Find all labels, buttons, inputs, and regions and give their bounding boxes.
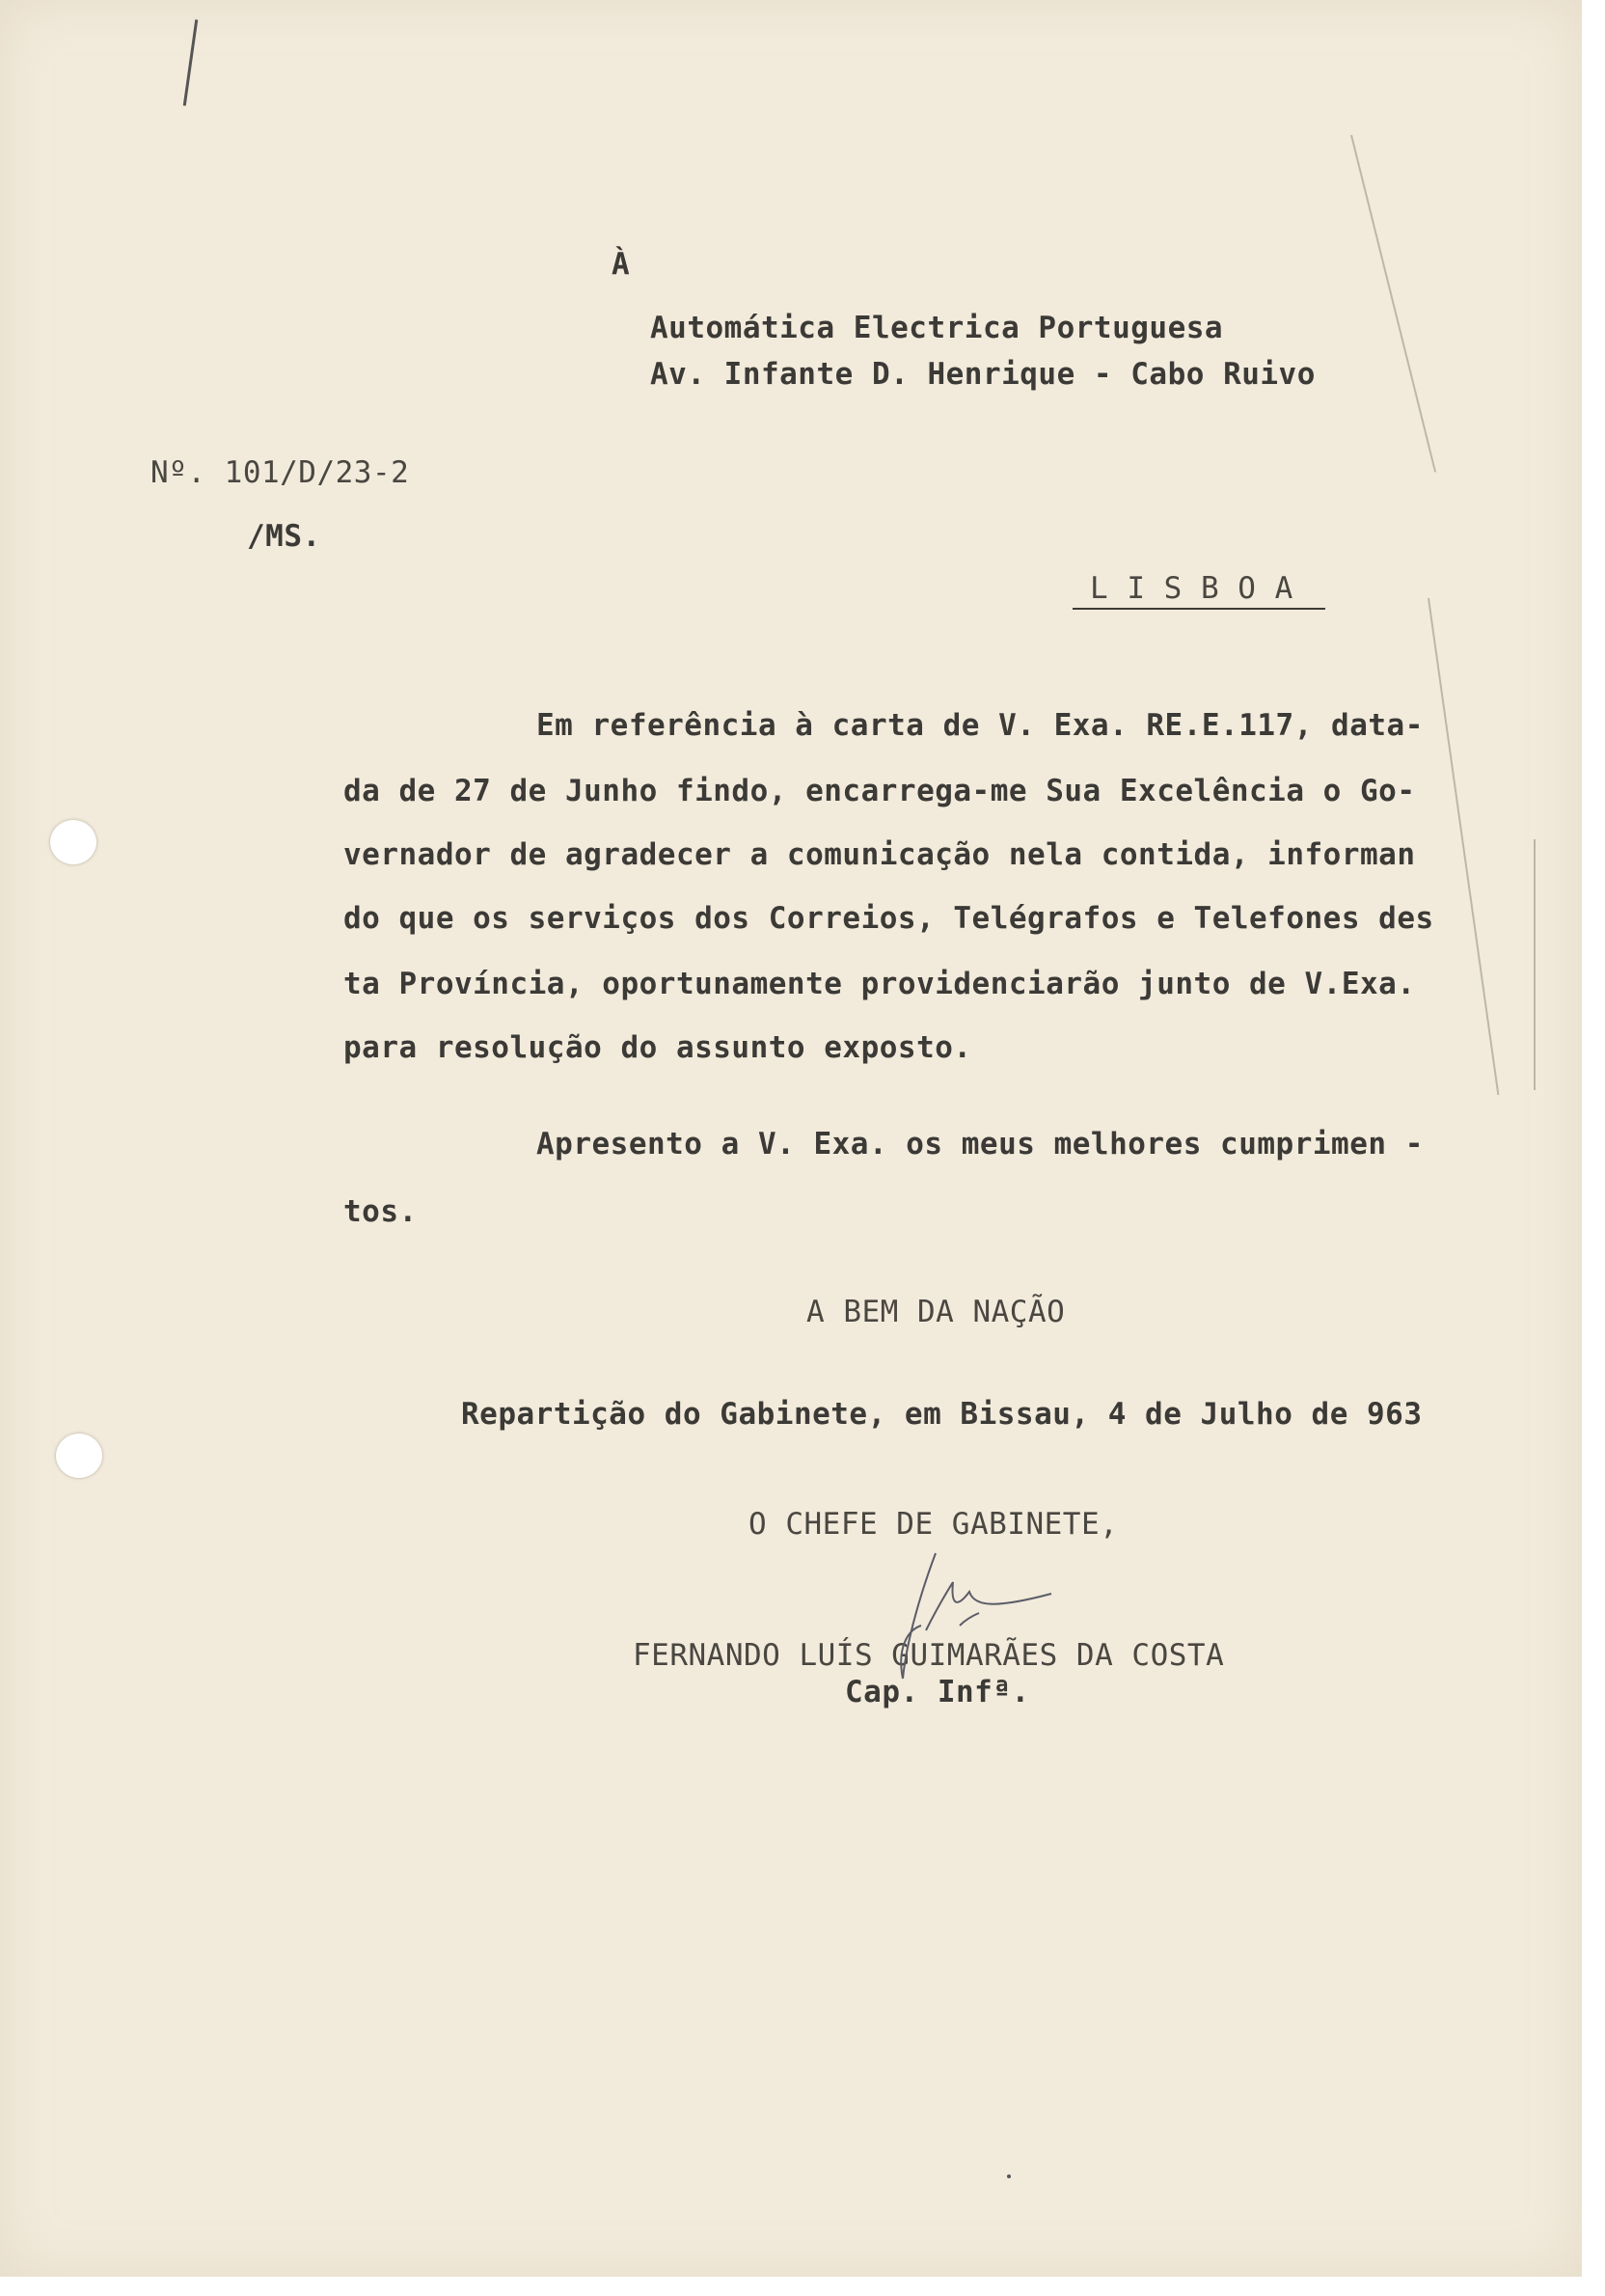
ink-dot <box>1007 2174 1011 2178</box>
body-line: ta Província, oportunamente providenciarão junto de V.Exa. <box>343 967 1416 1001</box>
addressee-address: Av. Infante D. Henrique - Cabo Ruivo <box>650 357 1316 392</box>
handwritten-signature <box>868 1534 1080 1688</box>
body-line: da de 27 de Junho findo, encarrega-me Sua Excelência o Go- <box>343 774 1416 808</box>
reference-initials: /MS. <box>247 519 321 554</box>
addressee-company: Automática Electrica Portuguesa <box>650 311 1224 345</box>
body-line: do que os serviços dos Correios, Telégrafos e Telefones des <box>343 901 1434 936</box>
body-line: tos. <box>343 1194 418 1229</box>
punch-hole <box>50 820 96 864</box>
closing-title: O CHEFE DE GABINETE, <box>748 1507 1119 1542</box>
city-underline <box>1073 608 1325 610</box>
body-line: vernador de agradecer a comunicação nela contida, informan <box>343 837 1416 872</box>
body-line: para resolução do assunto exposto. <box>343 1030 972 1065</box>
signatory-rank: Cap. Infª. <box>845 1675 1030 1709</box>
paper-crease <box>1428 598 1499 1095</box>
paper-crease <box>1534 839 1536 1090</box>
paper-crease <box>1350 135 1436 473</box>
pen-mark <box>183 19 198 106</box>
signatory-name: FERNANDO LUÍS GUIMARÃES DA COSTA <box>633 1638 1225 1673</box>
city-heading: L I S B O A <box>1090 571 1293 606</box>
reference-number: Nº. 101/D/23-2 <box>150 455 410 490</box>
addressee-prefix: À <box>612 247 631 282</box>
punch-hole <box>56 1434 102 1478</box>
closing-motto: A BEM DA NAÇÃO <box>806 1295 1066 1329</box>
body-line: Em referência à carta de V. Exa. RE.E.117, data- <box>536 708 1424 743</box>
closing-place-date: Repartição do Gabinete, em Bissau, 4 de Julho de 963 <box>461 1397 1423 1432</box>
body-line: Apresento a V. Exa. os meus melhores cumprimen - <box>536 1127 1424 1162</box>
